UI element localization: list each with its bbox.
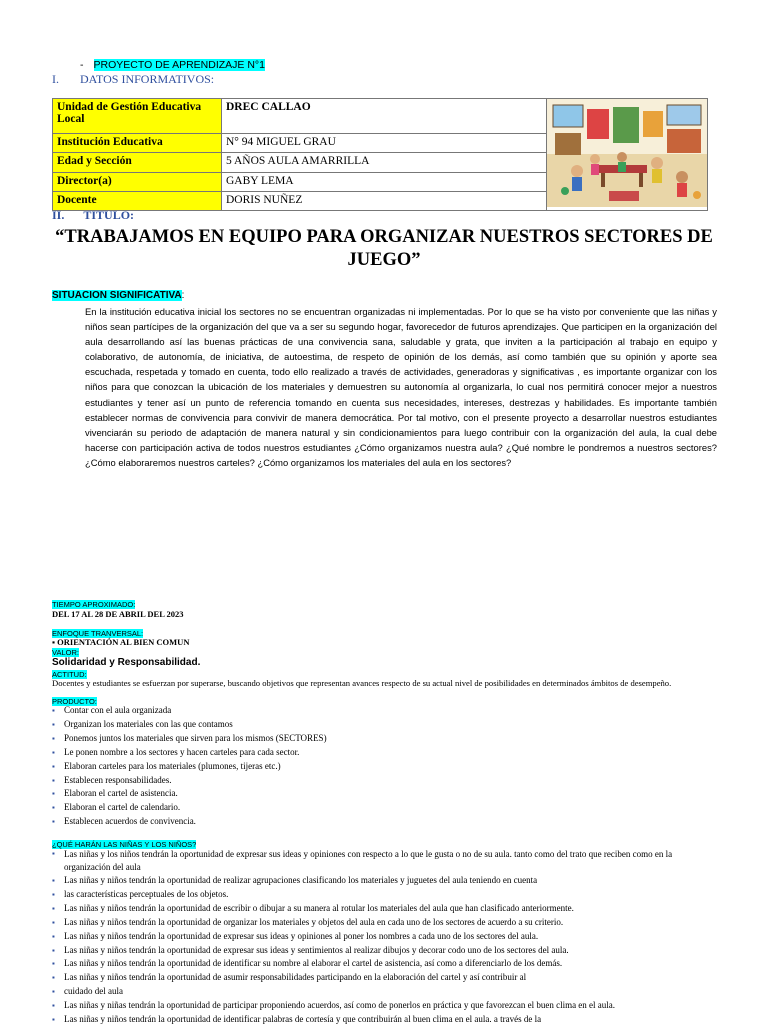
list-item bbox=[52, 888, 716, 902]
tiempo-label: TIEMPO APROXIMADO: bbox=[52, 600, 136, 609]
bullet-icon: ▪ bbox=[52, 761, 55, 771]
bullet-icon: ▪ bbox=[52, 747, 55, 757]
info-label: Director(a) bbox=[53, 172, 222, 191]
list-item-text: cuidado del aula bbox=[64, 986, 123, 997]
list-item bbox=[52, 848, 716, 873]
list-item bbox=[52, 815, 716, 829]
bullet-icon: ▪ bbox=[52, 945, 55, 955]
list-item-text: Elaboran carteles para los materiales (plumones, tijeras etc.) bbox=[64, 760, 281, 771]
list-item-text: Las niñas y niños tendrán la oportunidad de identificar palabras de cortesía y que contribuirán al buen clima en el aula. a través de la bbox=[64, 1014, 542, 1025]
list-item-text: Establecen acuerdos de convivencia. bbox=[64, 816, 196, 827]
info-table bbox=[52, 98, 708, 211]
list-item-text: Las niñas y los niños tendrán la oportunidad de expresar sus ideas y opiniones con respecto a lo que le gusta o no de su aula. tanto como del trato que reciben como en la organización del aula bbox=[64, 849, 673, 872]
section-2-number: II. bbox=[52, 208, 65, 222]
project-label: PROYECTO DE APRENDIZAJE N°1 bbox=[93, 59, 265, 71]
table-row bbox=[53, 99, 708, 134]
info-label: Docente bbox=[53, 191, 222, 210]
bullet-icon: ▪ bbox=[52, 931, 55, 941]
list-item bbox=[52, 944, 716, 958]
info-label: Unidad de Gestión Educativa Local bbox=[53, 99, 222, 134]
haran-list bbox=[52, 848, 716, 1027]
tiempo-label-wrap bbox=[52, 600, 135, 609]
bullet-icon: ▪ bbox=[52, 903, 55, 913]
list-item-text: Las niñas y niñas tendrán la oportunidad de participar proponiendo acuerdos, así como de ponerlos en práctica y que favorezcan el buen clima en el aula. bbox=[64, 1000, 616, 1011]
section-1-heading bbox=[52, 72, 214, 87]
haran-label: ¿QUÉ HARÁN LAS NIÑAS Y LOS NIÑOS? bbox=[52, 840, 197, 849]
list-item bbox=[52, 760, 716, 774]
list-item bbox=[52, 902, 716, 916]
list-item-text: las características perceptuales de los objetos. bbox=[64, 888, 229, 899]
situacion-heading bbox=[52, 290, 184, 301]
bullet-icon: ▪ bbox=[52, 817, 55, 827]
list-item-text: Las niñas y niños tendrán la oportunidad de expresar sus ideas y sentimientos al realizar dibujos y decorar codo uno de los sectores del aula. bbox=[64, 944, 569, 955]
bullet-icon: ▪ bbox=[52, 973, 55, 983]
bullet-icon: ▪ bbox=[52, 733, 55, 743]
section-2-title: TITULO: bbox=[83, 208, 135, 222]
list-item bbox=[52, 801, 716, 815]
bullet-icon: ▪ bbox=[52, 803, 55, 813]
list-item bbox=[52, 732, 716, 746]
producto-list bbox=[52, 704, 716, 829]
list-item-text: Elaboran el cartel de asistencia. bbox=[64, 788, 178, 799]
bullet-icon: ▪ bbox=[52, 876, 55, 885]
producto-label: PRODUCTO: bbox=[52, 697, 97, 706]
bullet-icon: ▪ bbox=[52, 719, 55, 729]
bullet-icon: ▪ bbox=[52, 775, 55, 785]
info-label: Edad y Sección bbox=[53, 153, 222, 172]
list-item-text: Las niñas y niños tendrán la oportunidad de realizar agrupaciones clasificando los materiales y juguetes del aula teniendo en cuenta bbox=[64, 875, 538, 885]
list-item bbox=[52, 774, 716, 788]
bullet-icon: ▪ bbox=[52, 789, 55, 799]
list-item bbox=[52, 971, 716, 985]
situacion-colon: : bbox=[181, 290, 185, 301]
section-1-number: I. bbox=[52, 72, 59, 86]
list-item bbox=[52, 704, 716, 718]
list-item bbox=[52, 874, 716, 888]
bullet-icon: ▪ bbox=[52, 1015, 55, 1025]
info-value: DORIS NUÑEZ bbox=[222, 191, 547, 210]
list-item-text: Las niñas y niños tendrán la oportunidad de identificar su nombre al elaborar el cartel de asistencia, así como a diferenciarlo de los demás. bbox=[64, 958, 563, 969]
enfoque-label: ENFOQUE TRANVERSAL: bbox=[52, 629, 144, 638]
list-item bbox=[52, 930, 716, 944]
list-item bbox=[52, 916, 716, 930]
valor-label: VALOR: bbox=[52, 648, 79, 657]
bullet-icon: ▪ bbox=[52, 1001, 55, 1011]
list-item-text: Las niñas y niños tendrán la oportunidad de organizar los materiales y objetos del aula en cada uno de los sectores de acuerdo a su criterio. bbox=[64, 916, 564, 927]
actitud-value: Docentes y estudiantes se esfuerzan por superarse, buscando objetivos que representan avances respecto de su actual nivel de posibilidades en determinados ámbitos de desempeño. bbox=[52, 678, 672, 688]
list-item bbox=[52, 985, 716, 999]
list-item-text: Le ponen nombre a los sectores y hacen carteles para cada sector. bbox=[64, 746, 300, 757]
info-value: GABY LEMA bbox=[222, 172, 547, 191]
bullet-icon: ▪ bbox=[52, 889, 55, 899]
list-item-text: Las niñas y niños tendrán la oportunidad de escribir o dibujar a su manera al rotular los materiales del aula que han clasificado anteriormente. bbox=[64, 902, 574, 913]
list-item-text: Las niñas y niños tendrán la oportunidad de asumir responsabilidades participando en la elaboración del cartel y así contribuir al bbox=[64, 972, 527, 983]
main-title: “TRABAJAMOS EN EQUIPO PARA ORGANIZAR NUESTROS SECTORES DE JUEGO” bbox=[55, 227, 713, 270]
list-item-text: Establecen responsabilidades. bbox=[64, 774, 172, 785]
info-value: N° 94 MIGUEL GRAU bbox=[222, 134, 547, 153]
list-item-text: Las niñas y niños tendrán la oportunidad de expresar sus ideas y opiniones al poner los nombres a cada uno de los sectores del aula. bbox=[64, 930, 539, 941]
list-item bbox=[52, 718, 716, 732]
list-item-text: Elaboran el cartel de calendario. bbox=[64, 802, 181, 813]
project-header: - PROYECTO DE APRENDIZAJE N°1 bbox=[80, 59, 265, 71]
list-item bbox=[52, 746, 716, 760]
classroom-image bbox=[547, 99, 707, 207]
section-1-title: DATOS INFORMATIVOS: bbox=[80, 72, 215, 86]
list-item-text: Organizan los materiales con las que contamos bbox=[64, 718, 233, 729]
bullet-icon: ▪ bbox=[52, 917, 55, 927]
list-item bbox=[52, 999, 716, 1013]
info-value: 5 AÑOS AULA AMARRILLA bbox=[222, 153, 547, 172]
list-item bbox=[52, 957, 716, 971]
bullet-icon: ▪ bbox=[52, 849, 55, 858]
valor-value: Solidaridad y Responsabilidad. bbox=[52, 657, 201, 668]
enfoque-value: ▪ ORIENTACIÓN AL BIEN COMUN bbox=[52, 637, 190, 647]
tiempo-value: DEL 17 AL 28 DE ABRIL DEL 2023 bbox=[52, 609, 184, 619]
list-item bbox=[52, 1013, 716, 1027]
situacion-label: SITUACION SIGNIFICATIVA bbox=[52, 290, 182, 301]
list-item bbox=[52, 787, 716, 801]
bullet-icon: ▪ bbox=[52, 987, 55, 997]
section-2-heading bbox=[52, 208, 134, 223]
bullet-icon: ▪ bbox=[52, 959, 55, 969]
info-label: Institución Educativa bbox=[53, 134, 222, 153]
list-item-text: Contar con el aula organizada bbox=[64, 705, 172, 715]
bullet-icon: ▪ bbox=[52, 706, 55, 715]
actitud-label: ACTITUD: bbox=[52, 670, 87, 679]
classroom-illustration bbox=[547, 99, 708, 211]
situacion-text: En la institución educativa inicial los sectores no se encuentran organizadas ni implementadas. Por lo que se ha visto por conveniente que las niñas y niños sean partícipes de la organización del que va a ser su segundo hogar, favorecedor de futuros aprendizajes. Que participen en la organización del aula desarrollando así las buenas prácticas de una convivencia sana, saludable y grata, que inviten a la participación al trabajo en equipo y colaborativo, de autonomía, de iniciativa, de autoestima, de respeto de opinión de los demás, así como también que su opinión y aporte sea escuchada, respetada y tomado en cuenta, todo ello realizado a través de actividades, generadoras y significativas , es importante organizar con los niños para que conozcan la ubicación de los materiales y demuestren su autonomía al organizarla, lo cual nos permitirá conocer mejor a nuestros estudiantes y tener así un punto de referencia tomando en cuenta sus necesidades, intereses, destrezas y habilidades. Es importante también establecer normas de convivencia para convivir de manera democrática. Por tal motivo, con el presente proyecto a desarrollar nuestros estudiantes vivenciarán su periodo de adaptación de manera natural y sin condicionamientos para luego contribuir con la organización del aula, la cual debe hacerse con participación activa de todos nuestros estudiantes ¿Cómo organizamos nuestra aula? ¿Qué nombre le pondremos a nuestros sectores? ¿Cómo elaboraremos nuestros carteles? ¿Cómo organizamos los materiales del aula en los sectores? bbox=[85, 306, 717, 468]
info-value: DREC CALLAO bbox=[222, 99, 547, 134]
valor-label-wrap bbox=[52, 648, 79, 657]
list-item-text: Ponemos juntos los materiales que sirven para los mismos (SECTORES) bbox=[64, 732, 327, 743]
